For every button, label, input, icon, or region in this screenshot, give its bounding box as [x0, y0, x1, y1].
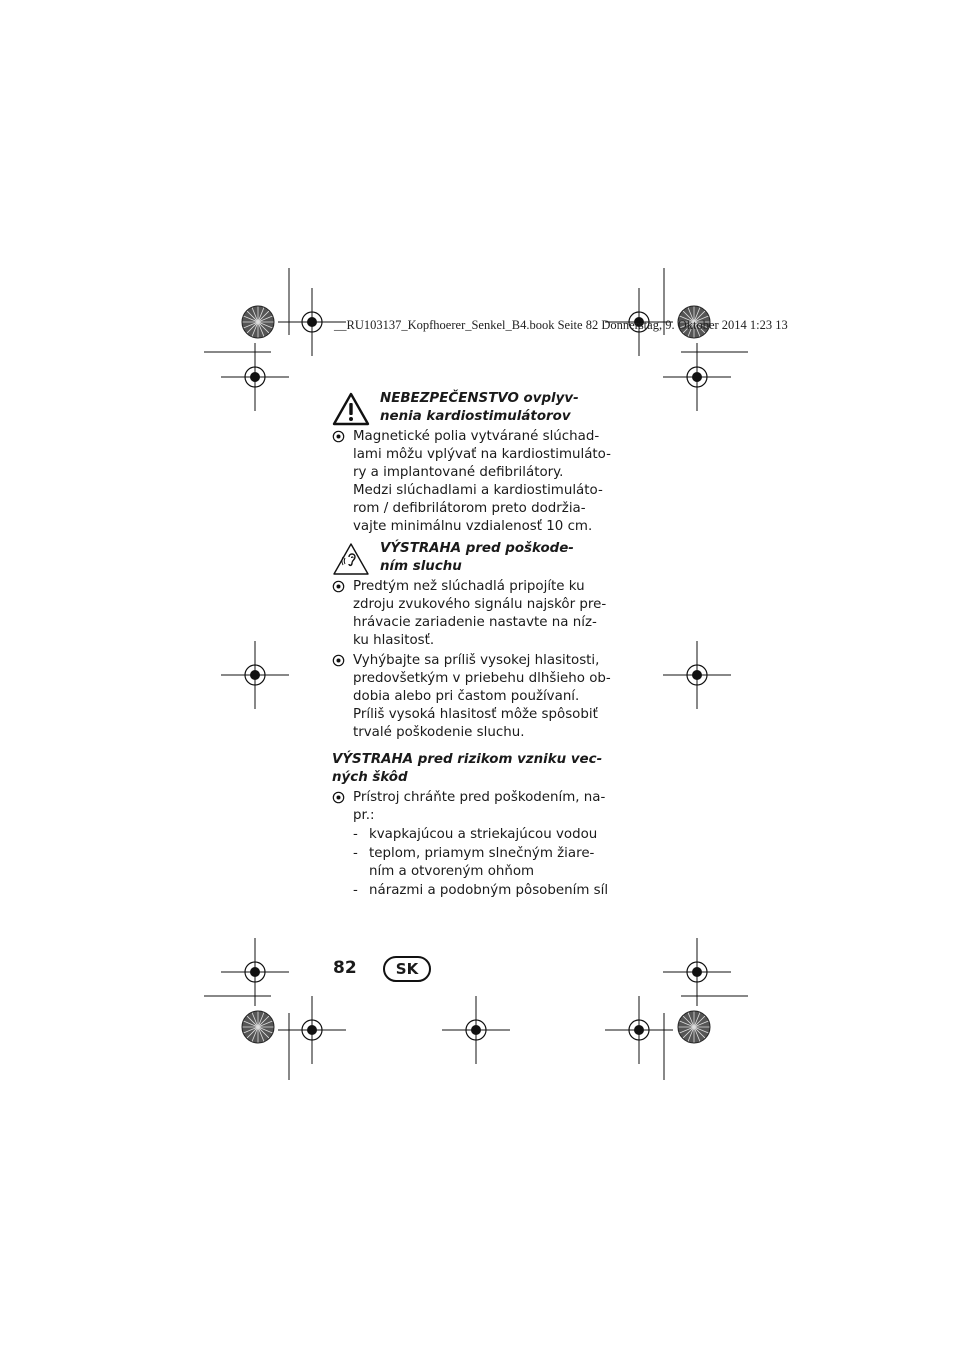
page-number: 82	[333, 958, 357, 978]
safety-content	[332, 390, 611, 900]
list-item: Magnetické polia vytvárané slúchad- lami môžu vplývať na kardiostimuláto- ry a implantované defibrilátory. Medzi slúchadlami a kardiostimuláto- rom / defibrilátorom preto dodržia- vajte minimálnu vzdialenosť 10 cm.	[332, 428, 604, 536]
bullet-icon	[332, 654, 345, 667]
hearing-damage-warning-icon	[332, 542, 370, 576]
warning-triangle-icon	[332, 392, 370, 426]
sub-list-item: - teplom, priamym slnečným žiare- ním a otvoreným ohňom	[353, 846, 595, 879]
list-item: Prístroj chráňte pred poškodením, na- pr.:	[332, 789, 604, 825]
pacemaker-warning	[332, 390, 604, 426]
language-badge: SK	[383, 956, 431, 982]
bullet-icon	[332, 430, 345, 443]
hearing-warning-title: VÝSTRAHA pred poškode- ním sluchu	[380, 541, 574, 574]
list-item: Vyhýbajte sa príliš vysokej hlasitosti, predovšetkým v priebehu dlhšieho ob- dobia alebo pri častom používaní. Príliš vysoká hlasitosť môže spôsobiť trvalé poškodenie sluchu.	[332, 652, 604, 742]
pacemaker-warning-title: NEBEZPEČENSTVO ovplyv- nenia kardiostimulátorov	[380, 391, 579, 424]
property-warning-title: VÝSTRAHA pred rizikom vzniku vec- ných škôd	[332, 752, 603, 785]
print-header: __RU103137_Kopfhoerer_Senkel_B4.book Seite 82 Donnerstag, 9. Oktober 2014 1:23 13	[334, 318, 788, 332]
sub-list-item: - nárazmi a podobným pôsobením síl	[353, 883, 609, 898]
bullet-icon	[332, 580, 345, 593]
sub-list-item: - kvapkajúcou a striekajúcou vodou	[353, 827, 598, 842]
bullet-icon	[332, 791, 345, 804]
list-item: Predtým než slúchadlá pripojíte ku zdroju zvukového signálu najskôr pre- hrávacie zariadenie nastavte na níz- ku hlasitosť.	[332, 578, 604, 650]
hearing-warning	[332, 540, 604, 576]
